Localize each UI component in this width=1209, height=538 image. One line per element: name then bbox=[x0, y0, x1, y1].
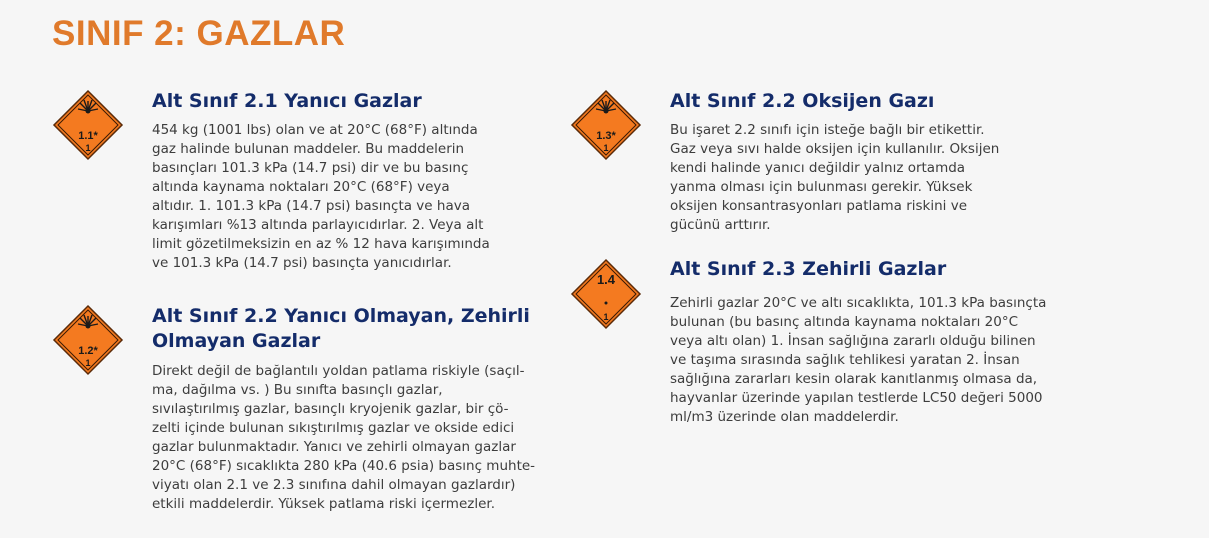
body-line: kendi halinde yanıcı değildir yalnız ortamda bbox=[670, 160, 966, 176]
body-line: yanma olması için bulunması gerekir. Yüksek bbox=[670, 179, 973, 195]
body-line: sağlığına zararları kesin olarak kanıtlanmış olmasa da, bbox=[670, 371, 1038, 387]
body-line: gücünü arttırır. bbox=[670, 217, 771, 233]
section-title-line: Alt Sınıf 2.2 Yanıcı Olmayan, Zehirli bbox=[152, 305, 530, 327]
body-line: gazlar bulunmaktadır. Yanıcı ve zehirli olmayan gazlar bbox=[152, 439, 516, 455]
body-line: basınçları 101.3 kPa (14.7 psi) dir ve bu basınç bbox=[152, 160, 469, 176]
section-body bbox=[152, 121, 490, 273]
body-line: altıdır. 1. 101.3 kPa (14.7 psi) basınçta ve hava bbox=[152, 198, 470, 214]
body-line: Bu işaret 2.2 sınıfı için isteğe bağlı bir etikettir. bbox=[670, 122, 985, 138]
body-line: hayvanlar üzerinde yapılan testlerde LC50 değeri 5000 bbox=[670, 390, 1043, 406]
section-body bbox=[670, 121, 999, 235]
section-body bbox=[670, 294, 1046, 427]
icon-label-top: 1.1* bbox=[78, 130, 98, 142]
body-line: viyatı olan 2.1 ve 2.3 sınıfına dahil olmayan gazlardır) bbox=[152, 477, 516, 493]
body-line: zelti içinde bulunan sıkıştırılmış gazlar ve okside edici bbox=[152, 420, 515, 436]
body-line: Zehirli gazlar 20°C ve altı sıcaklıkta, 101.3 kPa basınçta bbox=[670, 295, 1047, 311]
body-line: 20°C (68°F) sıcaklıkta 280 kPa (40.6 psia) basınç muhte- bbox=[152, 458, 536, 474]
body-line: limit gözetilmeksizin en az % 12 hava karışımında bbox=[152, 236, 490, 252]
body-line: gaz halinde bulunan maddeler. Bu maddelerin bbox=[152, 141, 465, 157]
body-line: Gaz veya sıvı halde oksijen için kullanılır. Oksijen bbox=[670, 141, 1000, 157]
explosive-diamond-icon bbox=[52, 304, 124, 376]
icon-label-top: 1.3* bbox=[596, 130, 616, 142]
body-line: ml/m3 üzerinde olan maddelerdir. bbox=[670, 409, 899, 425]
section-title: Alt Sınıf 2.2 Oksijen Gazı bbox=[670, 90, 935, 112]
explosive-diamond-icon bbox=[570, 89, 642, 161]
section-body bbox=[152, 362, 535, 514]
body-line: veya altı olan) 1. İnsan sağlığına zararlı olduğu bilinen bbox=[670, 333, 1036, 349]
icon-label-bottom: 1 bbox=[85, 143, 91, 153]
body-line: 454 kg (1001 lbs) olan ve at 20°C (68°F) altında bbox=[152, 122, 478, 138]
body-line: Direkt değil de bağlantılı yoldan patlama riskiyle (saçıl- bbox=[152, 363, 525, 379]
icon-label-bottom: 1 bbox=[603, 312, 609, 322]
body-line: ma, dağılma vs. ) Bu sınıfta basınçlı gazlar, bbox=[152, 382, 443, 398]
icon-label-top: 1.4 bbox=[596, 272, 616, 287]
body-line: ve taşıma sırasında sağlık tehlikesi yaratan 2. İnsan bbox=[670, 352, 1020, 368]
section-title-line: Olmayan Gazlar bbox=[152, 330, 321, 352]
icon-label-bottom: 1 bbox=[85, 358, 91, 368]
hazard-diamond-icon bbox=[570, 258, 642, 330]
icon-label-top: 1.2* bbox=[78, 345, 98, 357]
section-title bbox=[152, 304, 530, 354]
body-line: oksijen konsantrasyonları patlama riskini ve bbox=[670, 198, 968, 214]
section-title: Alt Sınıf 2.3 Zehirli Gazlar bbox=[670, 258, 947, 280]
body-line: etkili maddelerdir. Yüksek patlama riski içermezler. bbox=[152, 496, 495, 512]
body-line: ve 101.3 kPa (14.7 psi) basınçta yanıcıdırlar. bbox=[152, 255, 452, 271]
body-line: altında kaynama noktaları 20°C (68°F) veya bbox=[152, 179, 450, 195]
body-line: karışımları %13 altında parlayıcıdırlar. 2. Veya alt bbox=[152, 217, 484, 233]
explosive-diamond-icon bbox=[52, 89, 124, 161]
icon-label-bottom: 1 bbox=[603, 143, 609, 153]
body-line: bulunan (bu basınç altında kaynama noktaları 20°C bbox=[670, 314, 1019, 330]
body-line: sıvılaştırılmış gazlar, basınçlı kryojenik gazlar, bir çö- bbox=[152, 401, 509, 417]
page-title: SINIF 2: GAZLAR bbox=[52, 14, 346, 53]
section-title: Alt Sınıf 2.1 Yanıcı Gazlar bbox=[152, 90, 422, 112]
